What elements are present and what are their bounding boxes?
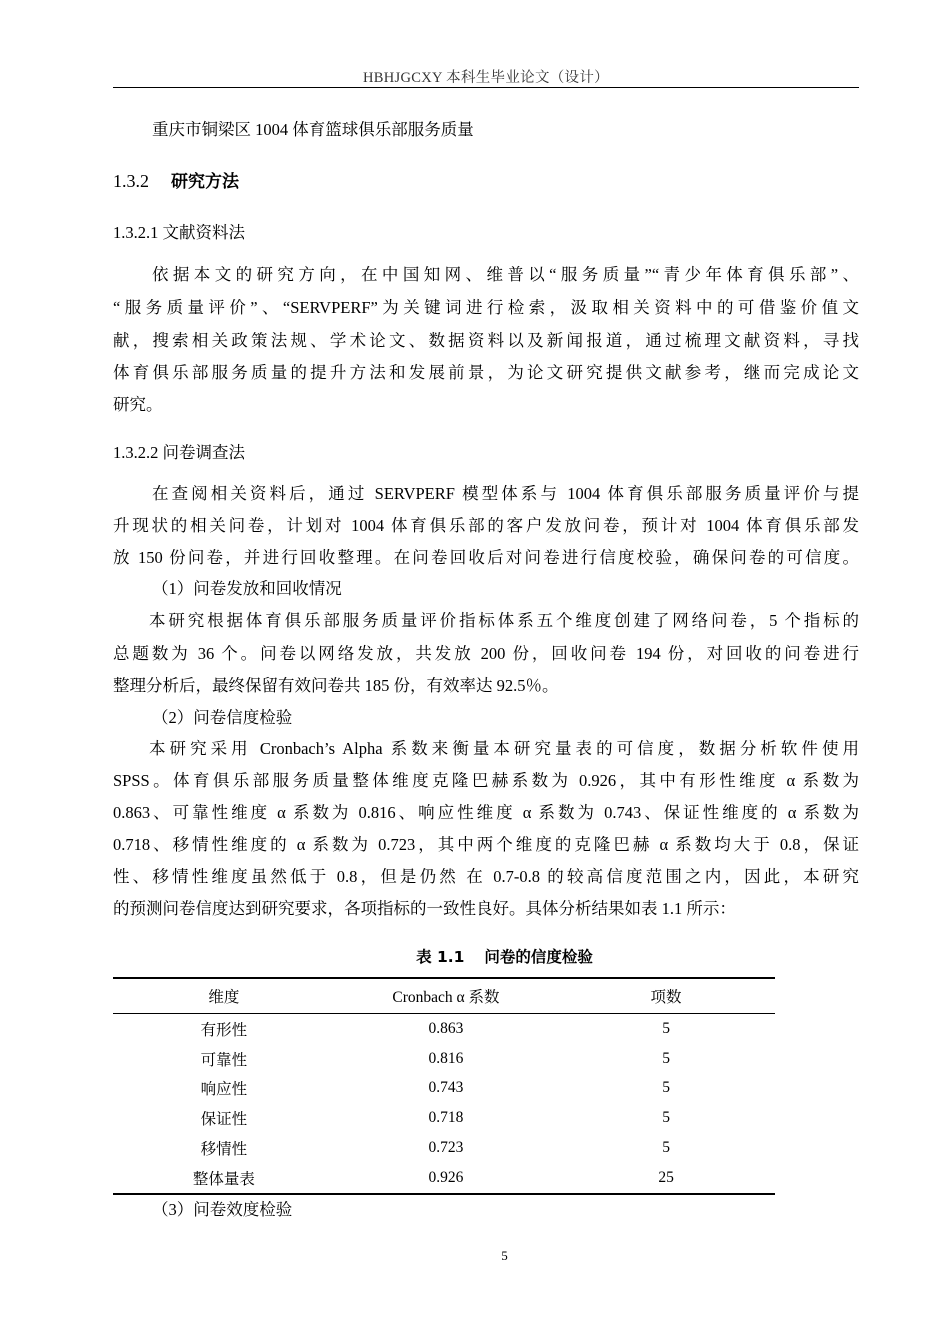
table-caption-title: 问卷的信度检验: [484, 948, 593, 966]
table-row: [113, 1074, 775, 1104]
table-row: [113, 1044, 775, 1074]
section-title: 研究方法: [171, 172, 239, 192]
paragraph-line: 依据本文的研究方向，在中国知网、维普以“服务质量”“青少年体育俱乐部”、: [152, 265, 859, 284]
paragraph-line: 升现状的相关问卷，计划对 1004 体育俱乐部的客户发放问卷，预计对 1004 体育俱乐部发: [113, 516, 859, 535]
cell-alpha: 0.718: [428, 1109, 464, 1127]
table-row: [113, 1133, 775, 1163]
subsection-title-1: （1）问卷发放和回收情况: [152, 579, 342, 598]
paragraph-line: 在查阅相关资料后，通过 SERVPERF 模型体系与 1004 体育俱乐部服务质量评价与提: [152, 484, 859, 503]
table-caption: [113, 945, 896, 967]
cell-items: 5: [662, 1079, 670, 1097]
header-divider: [113, 87, 859, 88]
cell-items: 25: [557, 1163, 775, 1194]
section-heading-1-3-2-1: 1.3.2.1 文献资料法: [113, 223, 245, 242]
cell-alpha: 0.863: [428, 1019, 464, 1037]
cell-dimension: 有形性: [200, 1021, 248, 1039]
reliability-table: [113, 977, 775, 1195]
paragraph-line: 放 150 份问卷，并进行回收整理。在问卷回收后对问卷进行信度校验，确保问卷的可信度。: [113, 548, 859, 567]
cell-dimension: 移情性: [200, 1141, 248, 1159]
table-header-row: [113, 978, 775, 1014]
cell-dimension: 整体量表: [113, 1163, 335, 1194]
paragraph-line: “服务质量评价”、“SERVPERF”为关键词进行检索，汲取相关资料中的可借鉴价值文: [113, 298, 859, 317]
paragraph-line: 0.718、移情性维度的 α 系数为 0.723，其中两个维度的克隆巴赫 α 系数均大于 0.8，保证: [113, 835, 859, 854]
paragraph-line: 性、移情性维度虽然低于 0.8，但是仍然 在 0.7-0.8 的较高信度范围之内，因此，本研究: [113, 867, 859, 886]
cell-items: 5: [662, 1109, 670, 1127]
paragraph-line: 整理分析后，最终保留有效问卷共 185 份，有效率达 92.5％。: [113, 676, 559, 695]
table-row-total: [113, 1163, 775, 1194]
running-header: HBHJGCXY 本科生毕业论文（设计）: [363, 70, 609, 86]
cell-items: 5: [662, 1019, 670, 1037]
column-header-dimension: 维度: [113, 978, 335, 1014]
paragraph-line: 0.863、可靠性维度 α 系数为 0.816、响应性维度 α 系数为 0.743、保证性维度的 α 系数为: [113, 803, 859, 822]
subsection-title-3: （3）问卷效度检验: [152, 1200, 293, 1219]
subsection-title-2: （2）问卷信度检验: [152, 708, 293, 727]
section-heading-1-3-2-2: 1.3.2.2 问卷调查法: [113, 443, 245, 462]
cell-alpha: 0.926: [335, 1163, 557, 1194]
cell-alpha: 0.816: [428, 1049, 464, 1067]
column-header-cronbach-alpha: Cronbach α 系数: [335, 978, 557, 1014]
intro-line: 重庆市铜梁区 1004 体育篮球俱乐部服务质量: [152, 120, 474, 139]
page-number: 5: [501, 1248, 508, 1263]
cell-dimension: 保证性: [200, 1111, 248, 1129]
paragraph-line: 本研究根据体育俱乐部服务质量评价指标体系五个维度创建了网络问卷，5 个指标的: [149, 611, 859, 630]
cell-dimension: 响应性: [200, 1081, 248, 1099]
table-row: [113, 1103, 775, 1133]
cell-dimension: 可靠性: [200, 1051, 248, 1069]
cell-alpha: 0.723: [428, 1139, 464, 1157]
cell-alpha: 0.743: [428, 1079, 464, 1097]
paragraph-line: 本研究采用 Cronbach’s Alpha 系数来衡量本研究量表的可信度，数据分析软件使用: [149, 739, 859, 758]
column-header-item-count: 项数: [557, 978, 775, 1014]
paragraph-line: 的预测问卷信度达到研究要求，各项指标的一致性良好。具体分析结果如表 1.1 所示：: [113, 899, 736, 918]
paragraph-line: 献，搜索相关政策法规、学术论文、数据资料以及新闻报道，通过梳理文献资料，寻找: [113, 331, 859, 350]
cell-items: 5: [662, 1139, 670, 1157]
cell-items: 5: [662, 1049, 670, 1067]
table-row: [113, 1014, 775, 1044]
paragraph-line: SPSS。体育俱乐部服务质量整体维度克隆巴赫系数为 0.926，其中有形性维度 α 系数为: [113, 771, 859, 790]
paragraph-line: 体育俱乐部服务质量的提升方法和发展前景，为论文研究提供文献参考，继而完成论文: [113, 363, 859, 382]
section-number: 1.3.2: [113, 171, 149, 191]
table-caption-number: 表 1.1: [416, 948, 465, 966]
paragraph-line: 研究。: [113, 395, 163, 414]
paragraph-line: 总题数为 36 个。问卷以网络发放，共发放 200 份，回收问卷 194 份，对回收的问卷进行: [113, 644, 859, 663]
section-heading-1-3-2: [113, 170, 859, 193]
